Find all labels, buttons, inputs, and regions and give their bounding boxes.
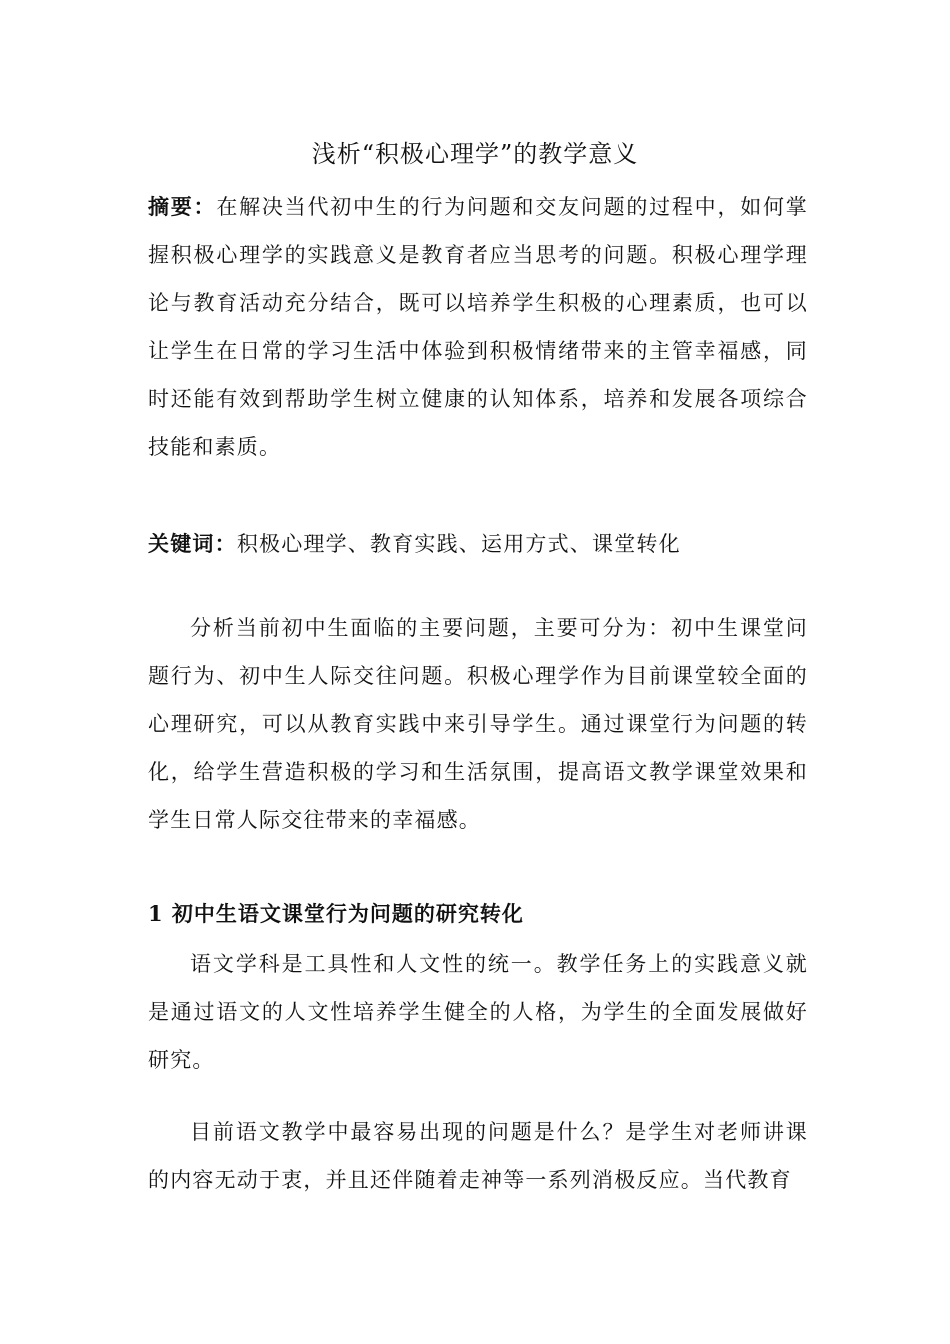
section-heading: 1 初中生语文课堂行为问题的研究转化 (148, 901, 524, 926)
abstract-text: 在解决当代初中生的行为问题和交友问题的过程中，如何掌握积极心理学的实践意义是教育者应当思考的问题。积极心理学理论与教育活动充分结合，既可以培养学生积极的心理素质，也可以让学生在日常的学习生活中体验到积极情绪带来的主管幸福感，同时还能有效到帮助学生树立健康的认知体系，培养和发展各项综合技能和素质。 (148, 195, 808, 459)
section1-paragraph-2: 目前语文教学中最容易出现的问题是什么？是学生对老师讲课的内容无动于衷，并且还伴随着走神等一系列消极反应。当代教育 (148, 1120, 808, 1192)
document-title: 浅析“积极心理学”的教学意义 (311, 140, 639, 168)
section1-paragraph-1: 语文学科是工具性和人文性的统一。教学任务上的实践意义就是通过语文的人文性培养学生健全的人格，为学生的全面发展做好研究。 (148, 952, 808, 1072)
intro-paragraph: 分析当前初中生面临的主要问题，主要可分为：初中生课堂问题行为、初中生人际交往问题。积极心理学作为目前课堂较全面的心理研究，可以从教育实践中来引导学生。通过课堂行为问题的转化，给学生营造积极的学习和生活氛围，提高语文教学课堂效果和学生日常人际交往带来的幸福感。 (148, 616, 808, 832)
keywords-paragraph (148, 520, 808, 568)
keywords-text: 积极心理学、教育实践、运用方式、课堂转化 (236, 532, 681, 556)
keywords-label: 关键词： (148, 531, 237, 556)
abstract-label: 摘要： (148, 194, 217, 219)
abstract-paragraph (148, 183, 808, 471)
